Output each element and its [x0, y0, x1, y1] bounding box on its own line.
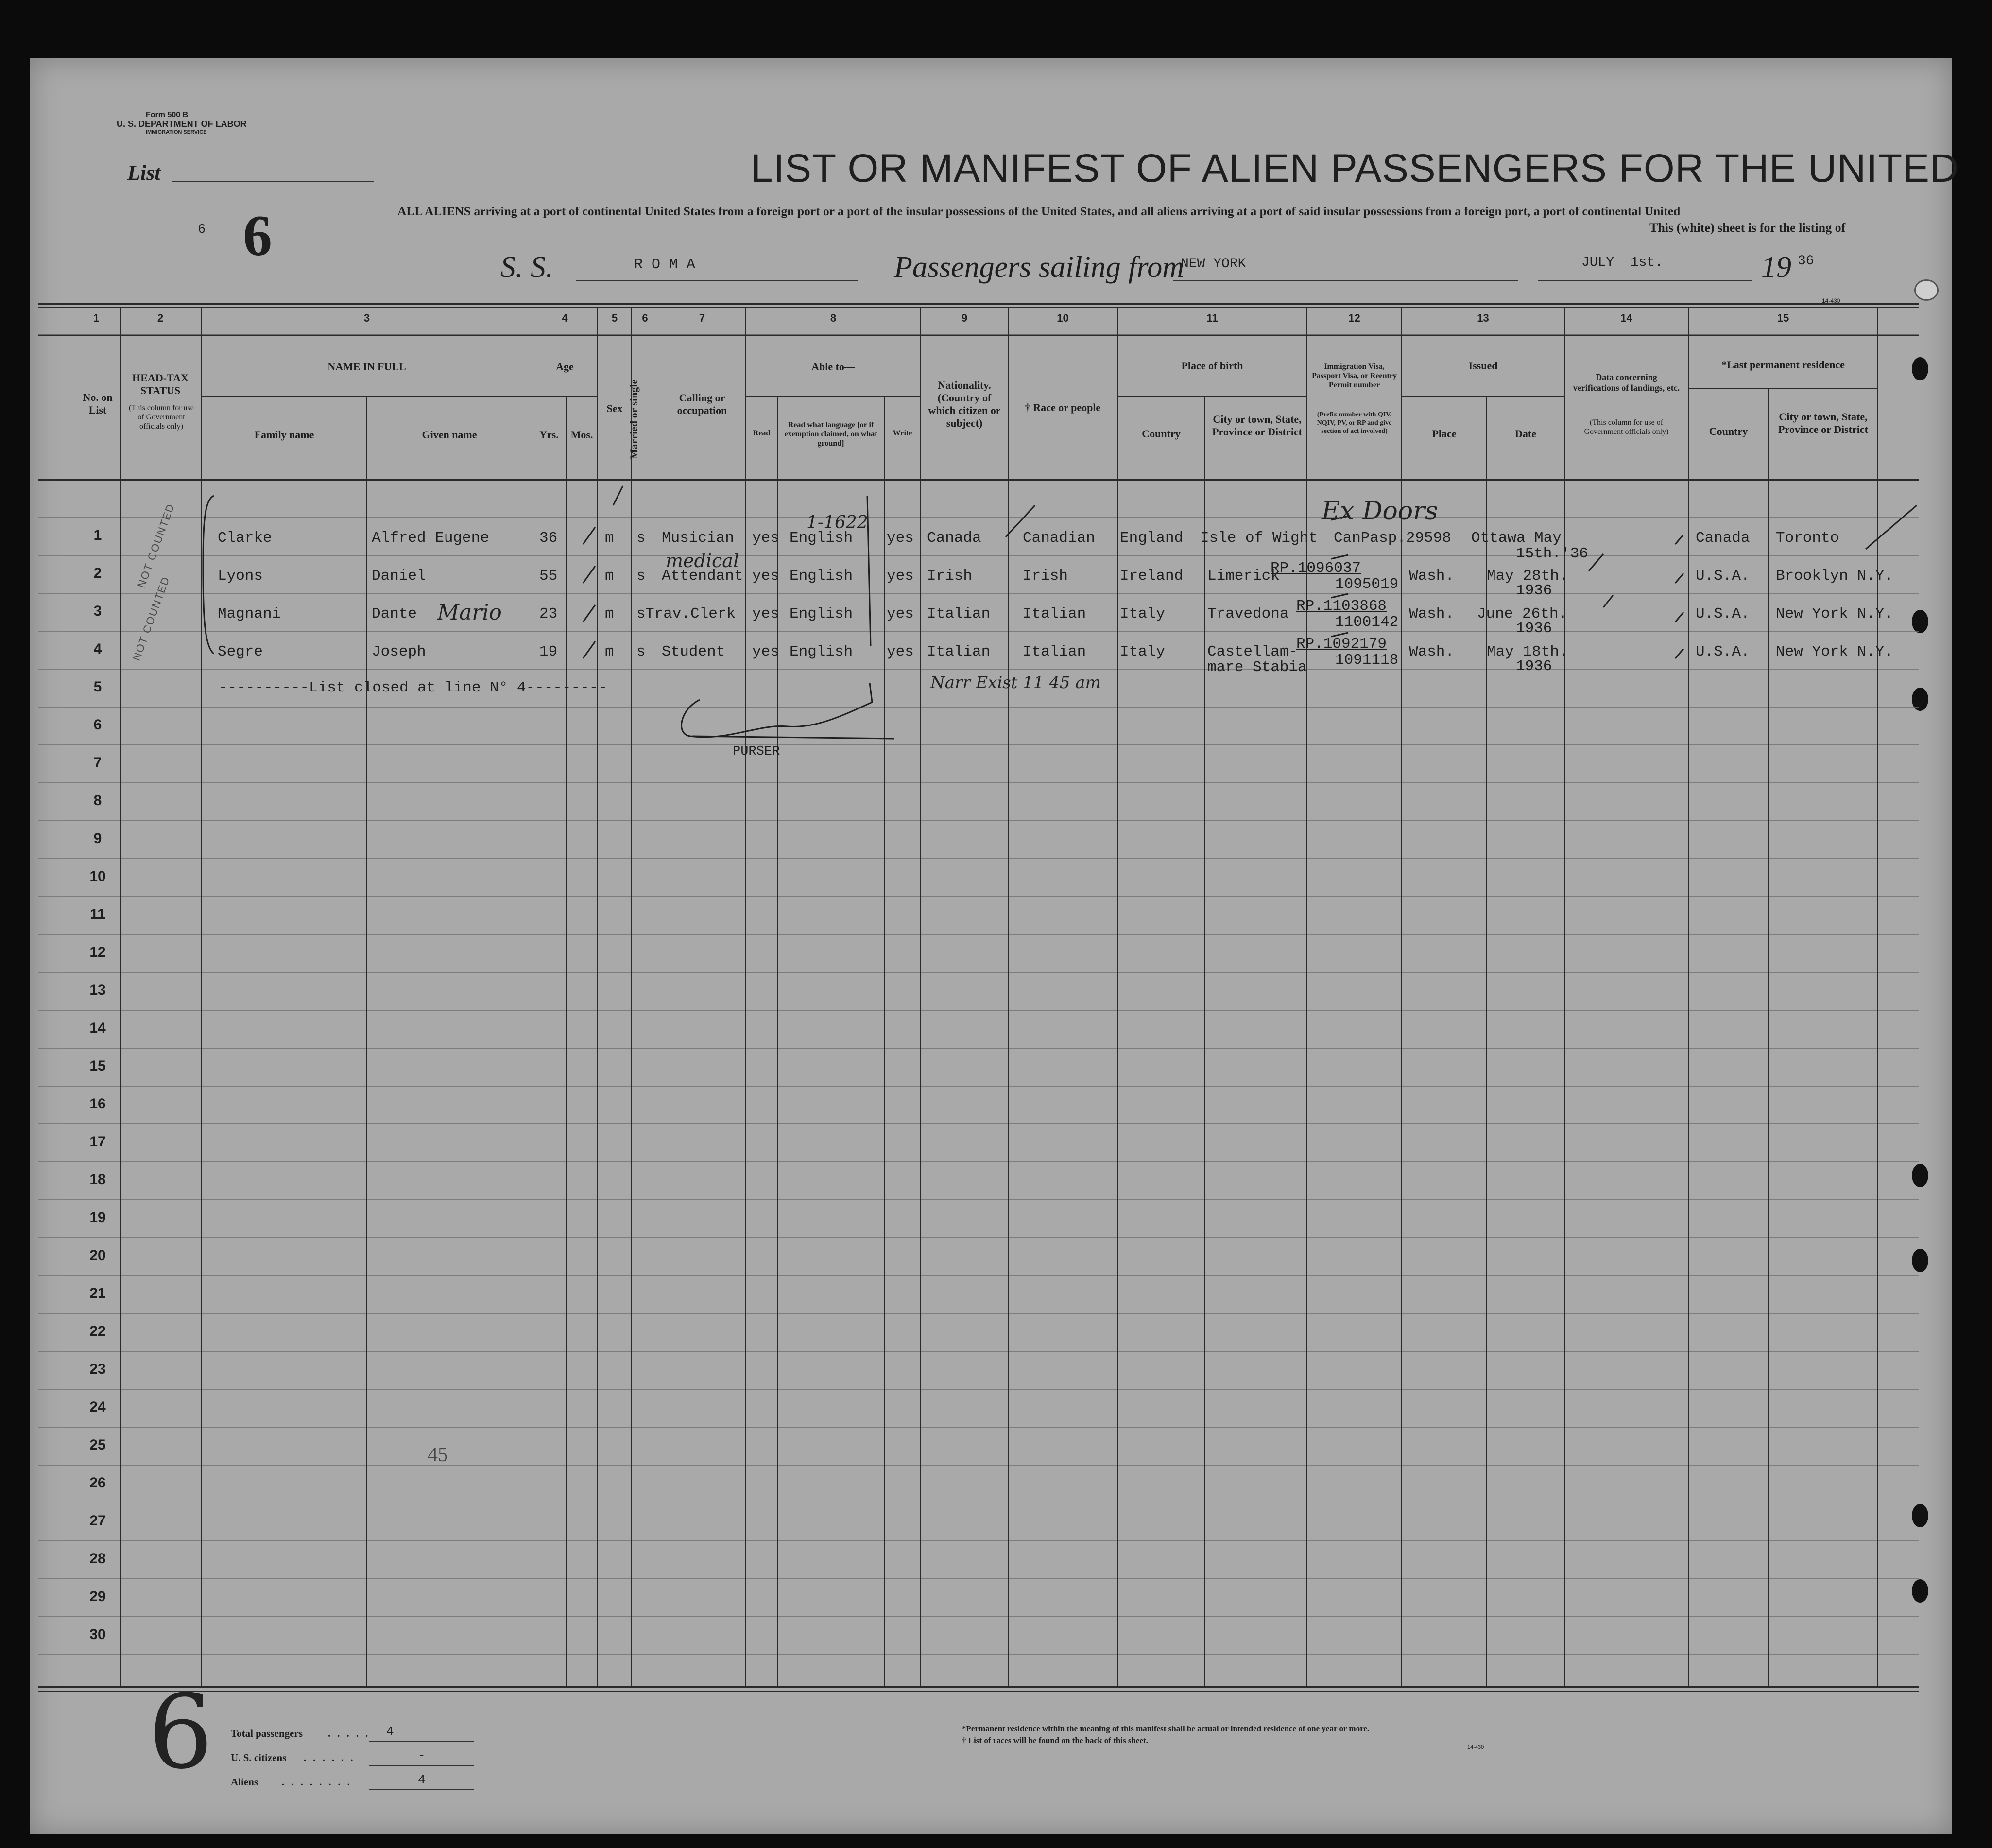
- nationality: Italian: [927, 643, 991, 660]
- can-read: yes: [752, 530, 779, 547]
- col-num-12: 12: [1348, 312, 1360, 324]
- hdr-mos: Mos.: [570, 429, 593, 441]
- row-number: 11: [90, 906, 105, 922]
- us-citizens-underline: [369, 1765, 474, 1766]
- row-number: 23: [89, 1361, 106, 1377]
- row-number: 18: [89, 1172, 106, 1188]
- form-number: Form 500 B: [146, 111, 189, 119]
- row-number: 14: [89, 1020, 106, 1036]
- manifest-title: LIST OR MANIFEST OF ALIEN PASSENGERS FOR THE UNITED: [751, 146, 1959, 190]
- row-number: 4: [93, 641, 102, 657]
- row-number: 19: [89, 1209, 106, 1226]
- visa-number-line2: 1091118: [1335, 652, 1399, 669]
- issued-date-line2: 1936: [1516, 658, 1552, 675]
- hdr-nationality: Nationality. (Country of which citizen or subject): [928, 379, 1001, 429]
- row-number: 21: [89, 1285, 106, 1301]
- handwritten-6: 6: [148, 1673, 213, 1792]
- hdr-race: † Race or people: [1025, 401, 1101, 414]
- visa-number-line2: 1095019: [1335, 576, 1399, 593]
- not-counted-stamp: NOT COUNTED: [135, 501, 177, 590]
- us-citizens-dots: ......: [304, 1752, 360, 1763]
- us-citizens-label: U. S. citizens: [231, 1752, 287, 1763]
- issued-place: Wash.: [1409, 605, 1455, 622]
- list-number: 6: [243, 203, 272, 268]
- col-num-9: 9: [961, 312, 968, 324]
- ship-name: R O M A: [634, 257, 696, 273]
- birth-city: Travedona: [1207, 605, 1289, 622]
- hdr-family-name: Family name: [254, 429, 314, 441]
- can-write: yes: [887, 643, 914, 660]
- birth-city: Castellam-: [1207, 643, 1298, 660]
- service: IMMIGRATION SERVICE: [146, 129, 207, 135]
- marital-status: s: [636, 643, 646, 660]
- handwritten-code: 1-1622: [807, 513, 868, 533]
- row-number: 9: [93, 830, 102, 846]
- hdr-place-of-birth: Place of birth: [1181, 360, 1243, 372]
- hdr-last-residence: *Last permanent residence: [1721, 359, 1845, 371]
- birth-country: Italy: [1120, 605, 1166, 622]
- col-num-13: 13: [1477, 312, 1489, 324]
- marital-status: s: [636, 568, 646, 585]
- birth-city: Isle of Wight: [1200, 530, 1318, 547]
- sailing-label: Passengers sailing from: [894, 251, 1185, 284]
- handwritten-ex-doors: Ex Doors: [1322, 497, 1438, 526]
- issued-date-line2: 15th.'36: [1516, 545, 1588, 562]
- read-language: English: [790, 643, 853, 660]
- family-name: Clarke: [218, 530, 272, 547]
- hdr-yrs: Yrs.: [539, 429, 559, 441]
- visa-number: RP.1096037: [1271, 560, 1361, 577]
- col-num-3: 3: [363, 312, 370, 324]
- hdr-name-in-full: NAME IN FULL: [327, 361, 406, 373]
- row-number: 26: [89, 1475, 106, 1491]
- row-number: 25: [89, 1437, 106, 1453]
- occupation: Musician: [662, 530, 734, 547]
- visa-number: RP.1092179: [1296, 636, 1387, 653]
- age-years: 19: [539, 643, 558, 660]
- issued-date-line2: 1936: [1516, 620, 1552, 637]
- hdr-read: Read: [753, 429, 771, 437]
- handwritten-time-note: Narr Exist 11 45 am: [930, 673, 1101, 692]
- row-number: 3: [93, 603, 102, 619]
- col-num-5: 5: [611, 312, 618, 324]
- footnote-residence: *Permanent residence within the meaning of this manifest shall be actual or intended residence of one year or more.: [962, 1724, 1370, 1733]
- can-read: yes: [752, 568, 779, 585]
- stamp-45: 45: [428, 1444, 448, 1466]
- handwritten-mario: Mario: [437, 600, 502, 625]
- issued-date: June 26th.: [1477, 605, 1568, 622]
- occupation: Student: [662, 643, 725, 660]
- hdr-birth-city: City or town, State, Province or District: [1212, 413, 1302, 438]
- race: Irish: [1023, 568, 1068, 585]
- issued-date: May 28th.: [1487, 568, 1568, 585]
- hdr-no-on-list: No. on List: [83, 391, 113, 416]
- birth-country: Ireland: [1120, 568, 1184, 585]
- total-passengers-dots: .....: [328, 1727, 375, 1739]
- hdr-issued-place: Place: [1432, 428, 1457, 440]
- occupation: Attendant: [662, 568, 743, 585]
- can-write: yes: [887, 530, 914, 547]
- aliens-underline: [369, 1789, 474, 1790]
- given-name: Alfred Eugene: [372, 530, 489, 547]
- read-language: English: [790, 568, 853, 585]
- residence-city: New York N.Y.: [1776, 643, 1893, 660]
- row-number: 22: [89, 1323, 106, 1339]
- issued-date: May 18th.: [1487, 643, 1568, 660]
- birth-city-line2: mare Stabia: [1207, 659, 1307, 676]
- row-number: 27: [89, 1513, 106, 1529]
- marital-status: s: [636, 605, 646, 622]
- issued-date: May: [1534, 530, 1562, 547]
- hdr-visa-note: (Prefix number with QIV, NQIV, PV, or RP and give section of act involved): [1317, 411, 1392, 435]
- row-number: 24: [89, 1399, 106, 1415]
- sailing-from: NEW YORK: [1181, 257, 1246, 272]
- occupation: Trav.Clerk: [645, 605, 736, 622]
- row-number: 10: [89, 868, 106, 884]
- year-prefix: 19: [1761, 251, 1791, 284]
- hdr-head-tax-note: (This column for use of Government officials only): [129, 404, 194, 431]
- row-number: 29: [89, 1589, 106, 1605]
- hdr-given-name: Given name: [422, 429, 477, 441]
- can-write: yes: [887, 568, 914, 585]
- read-language: English: [790, 605, 853, 622]
- row-number: 6: [93, 717, 102, 733]
- total-passengers-value: 4: [386, 1724, 394, 1739]
- issued-place: Wash.: [1409, 568, 1455, 585]
- col-num-7: 7: [699, 312, 705, 324]
- total-passengers-label: Total passengers: [231, 1727, 303, 1739]
- hdr-head-tax: HEAD-TAX STATUS: [132, 372, 189, 397]
- row-number: 13: [89, 982, 106, 998]
- hdr-sex: Sex: [606, 402, 623, 415]
- handwritten-medical: medical: [666, 550, 739, 571]
- year-suffix: 36: [1798, 254, 1814, 269]
- sex: m: [605, 530, 614, 547]
- ss-label: S. S.: [500, 251, 553, 284]
- sex: m: [605, 643, 614, 660]
- hdr-age: Age: [556, 361, 574, 373]
- department: U. S. DEPARTMENT OF LABOR: [117, 119, 247, 129]
- family-name: Magnani: [218, 605, 281, 622]
- col-num-2: 2: [157, 312, 164, 324]
- nationality: Italian: [927, 605, 991, 622]
- issued-place: Ottawa: [1471, 530, 1526, 547]
- us-citizens-value: -: [418, 1748, 426, 1763]
- given-name: Dante: [372, 605, 417, 622]
- birth-country: England: [1120, 530, 1184, 547]
- race: Canadian: [1023, 530, 1095, 547]
- footnote-races: † List of races will be found on the back of this sheet.: [962, 1736, 1148, 1745]
- race: Italian: [1023, 605, 1086, 622]
- row-number: 20: [89, 1247, 106, 1263]
- visa-number: CanPasp.29598: [1334, 530, 1451, 547]
- hdr-write: Write: [893, 429, 912, 437]
- can-write: yes: [887, 605, 914, 622]
- footer-code: 14-430: [1467, 1744, 1484, 1750]
- list-closed-line: ----------List closed at line N° 4---------: [219, 679, 607, 696]
- col-num-6: 6: [642, 312, 648, 324]
- residence-city: Brooklyn N.Y.: [1776, 568, 1893, 585]
- visa-number-line2: 1100142: [1335, 614, 1399, 631]
- col-num-1: 1: [93, 312, 100, 324]
- given-name: Joseph: [372, 643, 426, 660]
- age-years: 36: [539, 530, 558, 547]
- hdr-read-language: Read what language [or if exemption claimed, on what ground]: [784, 421, 877, 448]
- residence-city: New York N.Y.: [1776, 605, 1893, 622]
- manifest-subtitle-1: ALL ALIENS arriving at a port of continental United States from a foreign port or a port of the insular possessions of the United States, and all aliens arriving at a port of said insular possessions from a foreign port, a port of continental United: [397, 204, 1681, 218]
- row-number: 15: [89, 1058, 106, 1074]
- row-number: 28: [89, 1551, 106, 1567]
- hdr-issued-date: Date: [1515, 428, 1536, 440]
- col-num-4: 4: [562, 312, 568, 324]
- row-number: 2: [93, 565, 102, 581]
- row-number: 16: [89, 1096, 106, 1112]
- hdr-data-verif-note: (This column for use of Government officials only): [1584, 418, 1669, 436]
- given-name: Daniel: [372, 568, 426, 585]
- list-small-number: 6: [198, 221, 206, 236]
- hdr-visa: Immigration Visa, Passport Visa, or Reentry Permit number: [1312, 363, 1397, 389]
- sailing-date: JULY 1st.: [1581, 255, 1664, 270]
- col-num-14: 14: [1620, 312, 1632, 324]
- purser-label: PURSER: [733, 744, 780, 759]
- col-num-8: 8: [830, 312, 837, 324]
- race: Italian: [1023, 643, 1086, 660]
- hdr-birth-country: Country: [1142, 428, 1181, 440]
- age-years: 55: [539, 568, 558, 585]
- residence-country: U.S.A.: [1696, 643, 1750, 660]
- row-number: 7: [93, 755, 102, 771]
- row-number: 12: [89, 944, 106, 960]
- row-number: 5: [93, 679, 102, 695]
- visa-number: RP.1103868: [1296, 598, 1387, 615]
- sex: m: [605, 605, 614, 622]
- hdr-able-to: Able to—: [811, 361, 855, 373]
- manifest-subtitle-2: This (white) sheet is for the listing of: [1649, 221, 1846, 235]
- hdr-res-country: Country: [1709, 425, 1748, 437]
- residence-country: U.S.A.: [1696, 568, 1750, 585]
- hdr-calling: Calling or occupation: [677, 392, 727, 416]
- hdr-issued: Issued: [1468, 360, 1498, 372]
- not-counted-stamp: NOT COUNTED: [130, 574, 172, 663]
- birth-city: Limerick: [1207, 568, 1280, 585]
- sex: m: [605, 568, 614, 585]
- family-name: Lyons: [218, 568, 263, 585]
- hdr-married: Married or single: [628, 379, 640, 460]
- nationality: Canada: [927, 530, 981, 547]
- age-years: 23: [539, 605, 558, 622]
- row-number: 17: [89, 1134, 106, 1150]
- list-label: List: [127, 161, 161, 185]
- total-passengers-underline: [369, 1741, 474, 1742]
- col-num-15: 15: [1777, 312, 1789, 324]
- marital-status: s: [636, 530, 646, 547]
- col-num-11: 11: [1206, 312, 1218, 324]
- issued-place: Wash.: [1409, 643, 1455, 660]
- issued-date-line2: 1936: [1516, 582, 1552, 599]
- corner-code: 14-430: [1822, 297, 1840, 304]
- col-num-10: 10: [1057, 312, 1069, 324]
- residence-country: Canada: [1696, 530, 1750, 547]
- nationality: Irish: [927, 568, 973, 585]
- residence-country: U.S.A.: [1696, 605, 1750, 622]
- hdr-res-city: City or town, State, Province or District: [1778, 411, 1868, 435]
- aliens-label: Aliens: [231, 1776, 258, 1788]
- family-name: Segre: [218, 643, 263, 660]
- birth-country: Italy: [1120, 643, 1166, 660]
- hdr-data-verif: Data concerning verifications of landings, etc.: [1573, 372, 1680, 393]
- aliens-value: 4: [418, 1773, 426, 1787]
- read-language: English: [790, 530, 853, 547]
- row-number: 1: [93, 527, 102, 543]
- row-number: 30: [89, 1626, 106, 1642]
- can-read: yes: [752, 643, 779, 660]
- aliens-dots: ........: [282, 1776, 357, 1788]
- residence-city: Toronto: [1776, 530, 1839, 547]
- can-read: yes: [752, 605, 779, 622]
- row-number: 8: [93, 793, 102, 809]
